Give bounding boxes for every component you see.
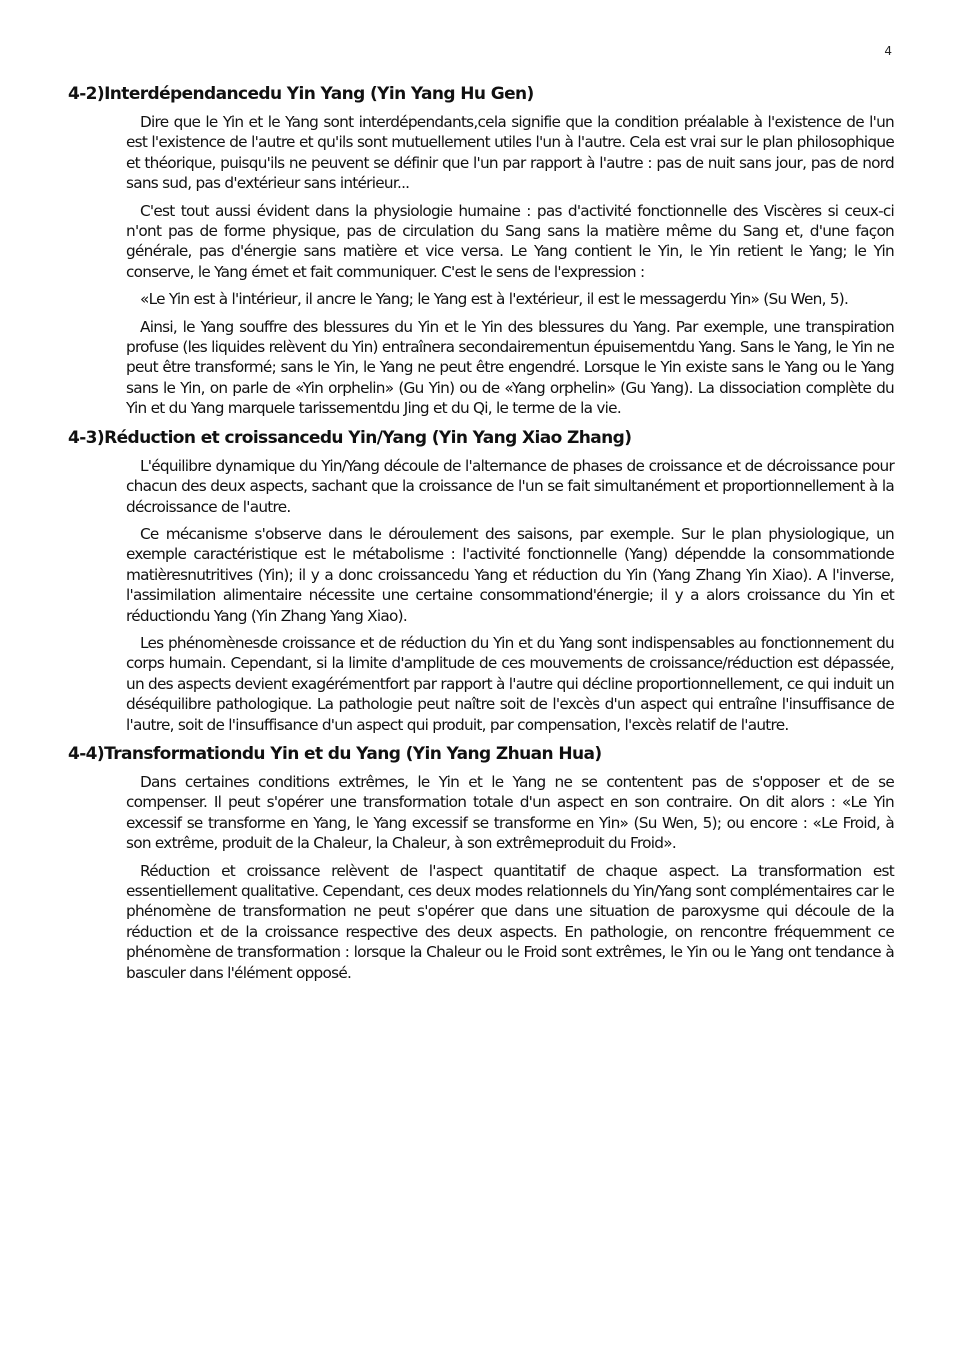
paragraph: L'équilibre dynamique du Yin/Yang découle de l'alternance de phases de croissance et de décroissance pour chacun des deux aspects, sachant que la croissance de l'un se fait simultanément et proportionnellement à la décroissance de l'autre. xyxy=(126,456,894,516)
section-transformation xyxy=(68,742,894,983)
paragraph: Les phénomènesde croissance et de réduction du Yin et du Yang sont indispensables au fonctionnement du corps humain. Cependant, si la limite d'amplitude de ces mouvements de croissance/réduction est dépassée, un des aspects devient exagérémentfort par rapport à l'autre qui décline proportionnellement, ce qui induit un déséquilibre pathologique. La pathologie peut naître soit de l'excès d'un aspect qui entraîne l'insuffisance de l'autre, soit de l'insuffisance d'un aspect qui produit, par compensation, l'excès relatif de l'autre. xyxy=(126,633,894,734)
section-reduction-croissance xyxy=(68,426,894,735)
paragraph: C'est tout aussi évident dans la physiologie humaine : pas d'activité fonctionnelle des Viscères si ceux-ci n'ont pas de forme physique, pas de circulation du Sang sans la matière même du Sang et, d'une façon générale, pas d'énergie sans matière et vice versa. Le Yang contient le Yin, le Yin retient le Yang; le Yin conserve, le Yang émet et fait communiquer. C'est le sens de l'expression : xyxy=(126,201,894,281)
quote-paragraph: «Le Yin est à l'intérieur, il ancre le Yang; le Yang est à l'extérieur, il est le messagerdu Yin» (Su Wen, 5). xyxy=(140,290,849,309)
paragraph: Dans certaines conditions extrêmes, le Yin et le Yang ne se contentent pas de s'opposer et de se compenser. Il peut s'opérer une transformation totale d'un aspect en son contraire. On dit alors : «Le Yin excessif se transforme en Yang, le Yang excessif se transforme en Yin» (Su Wen, 5); ou encore : «Le Froid, à son extrême, produit de la Chaleur, la Chaleur, à son extrêmeproduit du Froid». xyxy=(126,772,894,853)
paragraph: Dire que le Yin et le Yang sont interdépendants,cela signifie que la condition préalable à l'existence de l'un est l'existence de l'autre et qu'ils sont mutuellement utiles l'un à l'autre. Cela est vrai sur le plan philosophique et théorique, puisqu'ils ne peuvent se définir que l'un par rapport à l'autre : pas de nuit sans jour, pas de nord sans sud, pas d'extérieur sans intérieur... xyxy=(126,113,894,193)
paragraph: Ce mécanisme s'observe dans le déroulement des saisons, par exemple. Sur le plan physiologique, un exemple caractéristique est le métabolisme : l'activité fonctionnelle (Yang) dépendde la consommationde matièresnutritives (Yin); il y a donc croissancedu Yang et réduction du Yin (Yang Zhang Yin Xiao). A l'inverse, l'assimilation alimentaire nécessite une certaine consommationd'énergie; il y a alors croissance du Yin et réductiondu Yang (Yin Zhang Yang Xiao). xyxy=(126,524,894,625)
section-heading: 4-2)Interdépendancedu Yin Yang (Yin Yang Hu Gen) xyxy=(68,84,534,104)
document-body xyxy=(68,82,894,990)
section-heading: 4-4)Transformationdu Yin et du Yang (Yin Yang Zhuan Hua) xyxy=(68,743,602,764)
page-number: 4 xyxy=(884,44,892,58)
section-interdependance xyxy=(68,82,894,419)
section-heading: 4-3)Réduction et croissancedu Yin/Yang (Yin Yang Xiao Zhang) xyxy=(68,427,632,448)
paragraph: Ainsi, le Yang souffre des blessures du Yin et le Yin des blessures du Yang. Par exemple, une transpiration profuse (les liquides relèvent du Yin) entraînera secondairementun épuisementdu Yang. Sans le Yang, le Yin ne peut être transformé; sans le Yin, le Yang ne peut être engendré. Lorsque le Yin existe sans le Yang ou le Yang sans le Yin, on parle de «Yin orphelin» (Gu Yin) ou de «Yang orphelin» (Gu Yang). La dissociation complète du Yin et du Yang marquele tarissementdu Jing et du Qi, le terme de la vie. xyxy=(126,317,894,418)
paragraph: Réduction et croissance relèvent de l'aspect quantitatif de chaque aspect. La transformation est essentiellement qualitative. Cependant, ces deux modes relationnels du Yin/Yang sont complémentaires car le phénomène de transformation ne peut s'opérer que dans une situation de paroxysme qui découle de la réduction et de la croissance respective des deux aspects. En pathologie, on rencontre fréquemment ce phénomène de transformation : lorsque la Chaleur ou le Froid sont extrêmes, le Yin ou le Yang ont tendance à basculer dans l'élément opposé. xyxy=(126,861,894,982)
